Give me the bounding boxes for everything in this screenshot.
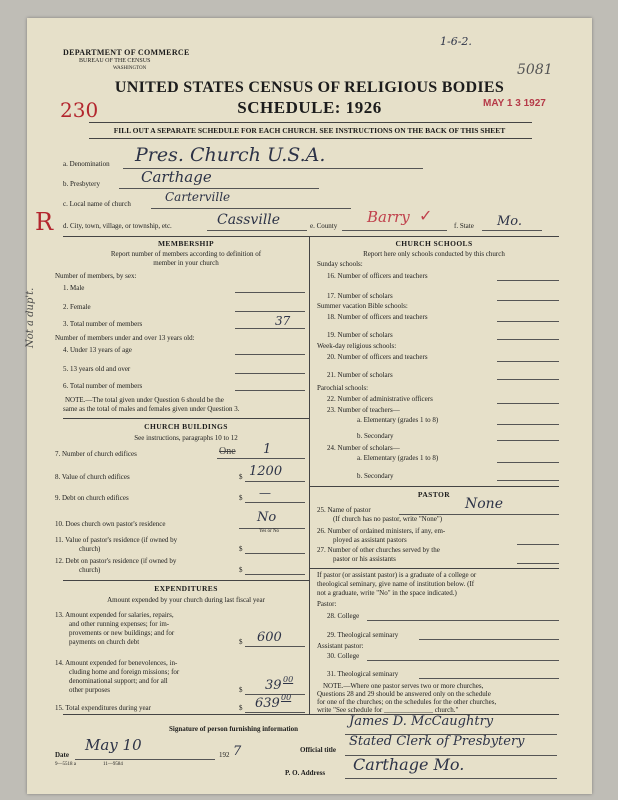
q3-line bbox=[235, 328, 305, 329]
q14-cents[interactable]: 00 bbox=[283, 675, 294, 684]
q20-line[interactable] bbox=[497, 361, 559, 362]
header-rule-bottom bbox=[89, 138, 532, 139]
parochial-schools-label: Parochial schools: bbox=[317, 384, 369, 392]
county-check-mark: ✓ bbox=[419, 208, 433, 225]
city-value[interactable]: Cassville bbox=[217, 212, 281, 228]
city-label: WASHINGTON bbox=[113, 66, 147, 71]
q25-label: 25. Name of pastor bbox=[317, 506, 371, 514]
q17-label: 17. Number of scholars bbox=[327, 292, 393, 300]
q9-value[interactable]: — bbox=[259, 486, 271, 500]
census-schedule-sheet bbox=[27, 18, 592, 794]
q8-dollar: $ bbox=[239, 473, 243, 481]
pastor-note-3: for one of the churches; on the schedules for the other churches, bbox=[317, 698, 497, 706]
pastor-note-4: write "See schedule for ______________ church." bbox=[317, 706, 459, 714]
q12-dollar: $ bbox=[239, 566, 243, 574]
local-name-label: c. Local name of church bbox=[63, 200, 131, 208]
q28-line[interactable] bbox=[367, 620, 559, 621]
signature-label: Signature of person furnishing information bbox=[169, 725, 298, 733]
membership-note-1: NOTE.—The total given under Question 6 should be the bbox=[65, 396, 224, 404]
q14-text-line-4: other purposes bbox=[69, 686, 111, 694]
q26-label-2: ployed as assistant pastors bbox=[333, 536, 407, 544]
q24a-line[interactable] bbox=[497, 462, 559, 463]
expenditures-sub: Amount expended by your church during last fiscal year bbox=[107, 596, 265, 604]
q13-text-line-4: payments on church debt bbox=[69, 638, 140, 646]
q15-dollar: $ bbox=[239, 704, 243, 712]
pastor-note-1: NOTE.—Where one pastor serves two or more churches, bbox=[323, 682, 484, 690]
year-prefix: 192 bbox=[219, 751, 230, 759]
q27-label-2: pastor or his assistants bbox=[333, 555, 396, 563]
q9-line bbox=[245, 502, 305, 503]
instruction-line: FILL OUT A SEPARATE SCHEDULE FOR EACH CHURCH. SEE INSTRUCTIONS ON THE BACK OF THIS SHEET bbox=[113, 126, 506, 135]
buildings-title: CHURCH BUILDINGS bbox=[144, 422, 228, 431]
q14-text-line-2: cluding home and foreign missions; for bbox=[69, 668, 180, 676]
city-line bbox=[207, 230, 307, 231]
asst-pastor-label: Assistant pastor: bbox=[317, 642, 364, 650]
graduate-note-3: not a graduate, write "No" in the space indicated.) bbox=[317, 589, 457, 597]
q14-value[interactable]: 39 bbox=[265, 678, 282, 693]
q13-text-line-1: 13. Amount expended for salaries, repairs, bbox=[55, 611, 174, 619]
main-title: UNITED STATES CENSUS OF RELIGIOUS BODIES bbox=[114, 79, 505, 96]
q26-line[interactable] bbox=[517, 544, 559, 545]
q9-debt-label: 9. Debt on church edifices bbox=[55, 494, 129, 502]
po-address-label: P. O. Address bbox=[285, 769, 326, 777]
q15-total-label: 15. Total expenditures during year bbox=[55, 704, 151, 712]
state-line bbox=[482, 230, 542, 231]
q10-residence-label: 10. Does church own pastor's residence bbox=[55, 520, 166, 528]
pastor-sub-label: Pastor: bbox=[317, 600, 337, 608]
q23a-line[interactable] bbox=[497, 424, 559, 425]
graduate-rule bbox=[309, 568, 559, 569]
q10-value[interactable]: No bbox=[257, 510, 277, 525]
q22-label: 22. Number of administrative officers bbox=[327, 395, 433, 403]
pastor-title: PASTOR bbox=[417, 490, 451, 499]
q10-hint: Yes or No bbox=[259, 529, 280, 534]
weekday-schools-label: Week-day religious schools: bbox=[317, 342, 397, 350]
graduate-note-1: If pastor (or assistant pastor) is a graduate of a college or bbox=[317, 571, 477, 579]
schedule-title: SCHEDULE: 1926 bbox=[237, 98, 382, 117]
q7-edifices-label: 7. Number of church edifices bbox=[55, 450, 137, 458]
q24b-line[interactable] bbox=[497, 480, 559, 481]
q23a-label: a. Elementary (grades 1 to 8) bbox=[357, 416, 439, 424]
q4-line[interactable] bbox=[235, 354, 305, 355]
q7-struck-text: One bbox=[219, 446, 236, 457]
q14-text-line-1: 14. Amount expended for benevolences, in- bbox=[55, 659, 178, 667]
q12-line[interactable] bbox=[245, 574, 305, 575]
q16-line[interactable] bbox=[497, 280, 559, 281]
q25-hint: (If church has no pastor, write "None") bbox=[333, 515, 443, 523]
signature-value[interactable]: James D. McCaughtry bbox=[349, 714, 494, 729]
q21-line[interactable] bbox=[497, 379, 559, 380]
q14-dollar: $ bbox=[239, 686, 243, 694]
q11-dollar: $ bbox=[239, 545, 243, 553]
q24a-label: a. Elementary (grades 1 to 8) bbox=[357, 454, 439, 462]
top-note: 1-6-2. bbox=[440, 35, 472, 48]
table-top-rule bbox=[63, 236, 559, 237]
year-value[interactable]: 7 bbox=[233, 744, 242, 759]
q2-female-label: 2. Female bbox=[63, 303, 91, 311]
q12-label-2: church) bbox=[79, 566, 101, 574]
q31-label: 31. Theological seminary bbox=[327, 670, 399, 678]
state-label: f. State bbox=[454, 222, 474, 230]
form-number: 9—5518 a bbox=[55, 762, 76, 767]
q5-over13-label: 5. 13 years old and over bbox=[63, 365, 131, 373]
q14-text-line-3: denominational support; and for all bbox=[69, 677, 168, 685]
margin-r-mark: R bbox=[35, 208, 54, 236]
q14-line bbox=[245, 694, 305, 695]
q25-value[interactable]: None bbox=[465, 496, 503, 512]
q19-label: 19. Number of scholars bbox=[327, 331, 393, 339]
q11-label-1: 11. Value of pastor's residence (if owned by bbox=[55, 536, 178, 544]
graduate-note-2: theological seminary, give name of institution below. (If bbox=[317, 580, 475, 588]
county-line bbox=[342, 230, 447, 231]
q23-label: 23. Number of teachers— bbox=[327, 406, 400, 414]
expenditures-title: EXPENDITURES bbox=[154, 584, 218, 593]
q24b-label: b. Secondary bbox=[357, 472, 394, 480]
q4-under13-label: 4. Under 13 years of age bbox=[63, 346, 132, 354]
local-name-value[interactable]: Carterville bbox=[165, 190, 231, 204]
q2-line[interactable] bbox=[235, 311, 305, 312]
official-title-label: Official title bbox=[300, 746, 336, 754]
q6-total-label: 6. Total number of members bbox=[63, 382, 143, 390]
q27-label-1: 27. Number of other churches served by the bbox=[317, 546, 440, 554]
red-number: 230 bbox=[60, 98, 99, 122]
date-line bbox=[75, 759, 215, 760]
q19-line[interactable] bbox=[497, 339, 559, 340]
q13-value[interactable]: 600 bbox=[257, 630, 282, 645]
state-value[interactable]: Mo. bbox=[497, 214, 523, 229]
summer-schools-label: Summer vacation Bible schools: bbox=[317, 302, 408, 310]
received-date-stamp: MAY 1 3 1927 bbox=[483, 98, 546, 109]
q8-line bbox=[245, 481, 305, 482]
q13-dollar: $ bbox=[239, 638, 243, 646]
expenditures-rule bbox=[63, 580, 309, 581]
denomination-label: a. Denomination bbox=[63, 160, 110, 168]
q8-value-label: 8. Value of church edifices bbox=[55, 473, 130, 481]
q5-line[interactable] bbox=[235, 373, 305, 374]
q1-line[interactable] bbox=[235, 292, 305, 293]
margin-note: Not a dup't. bbox=[25, 287, 36, 348]
local-name-line bbox=[151, 208, 351, 209]
under-over-label: Number of members under and over 13 years old: bbox=[55, 334, 195, 342]
q8-value[interactable]: 1200 bbox=[249, 464, 283, 479]
q7-value[interactable]: 1 bbox=[263, 442, 272, 457]
q15-cents[interactable]: 00 bbox=[281, 693, 292, 702]
schools-sub: Report here only schools conducted by this church bbox=[363, 250, 505, 258]
official-title-value[interactable]: Stated Clerk of Presbytery bbox=[349, 734, 525, 749]
q7-line bbox=[217, 458, 305, 459]
q30-label: 30. College bbox=[327, 652, 360, 660]
form-number-2: 11—9584 bbox=[103, 762, 123, 767]
membership-title: MEMBERSHIP bbox=[157, 239, 215, 248]
q23b-label: b. Secondary bbox=[357, 432, 394, 440]
county-value[interactable]: Barry bbox=[367, 208, 410, 226]
q20-label: 20. Number of officers and teachers bbox=[327, 353, 428, 361]
q13-text-line-3: provements or new buildings; and for bbox=[69, 629, 175, 637]
po-address-value[interactable]: Carthage Mo. bbox=[353, 755, 465, 774]
q13-line bbox=[245, 646, 305, 647]
membership-note-2: same as the total of males and females given under Question 3. bbox=[63, 405, 240, 413]
denomination-value[interactable]: Pres. Church U.S.A. bbox=[135, 144, 326, 166]
q11-line[interactable] bbox=[245, 553, 305, 554]
q16-label: 16. Number of officers and teachers bbox=[327, 272, 428, 280]
pastor-rule bbox=[309, 486, 559, 487]
header-rule-top bbox=[89, 122, 532, 123]
q13-text-line-2: and other running expenses; for im- bbox=[69, 620, 170, 628]
column-divider bbox=[309, 236, 310, 714]
q27-line[interactable] bbox=[517, 563, 559, 564]
presbytery-line bbox=[119, 188, 319, 189]
presbytery-label: b. Presbytery bbox=[63, 180, 100, 188]
q15-value[interactable]: 639 bbox=[255, 696, 280, 711]
q11-label-2: church) bbox=[79, 545, 101, 553]
membership-intro-1: Report number of members according to definition of bbox=[110, 250, 262, 258]
q30-line[interactable] bbox=[367, 660, 559, 661]
q17-line[interactable] bbox=[497, 300, 559, 301]
department-label: DEPARTMENT OF COMMERCE bbox=[63, 48, 190, 57]
county-label: e. County bbox=[310, 222, 338, 230]
q29-label: 29. Theological seminary bbox=[327, 631, 399, 639]
q18-line[interactable] bbox=[497, 321, 559, 322]
sunday-schools-label: Sunday schools: bbox=[317, 260, 363, 268]
q24-label: 24. Number of scholars— bbox=[327, 444, 400, 452]
q31-line[interactable] bbox=[419, 678, 559, 679]
q29-line[interactable] bbox=[419, 639, 559, 640]
schools-title: CHURCH SCHOOLS bbox=[395, 239, 473, 248]
q23b-line[interactable] bbox=[497, 440, 559, 441]
q6-line[interactable] bbox=[235, 390, 305, 391]
buildings-sub: See instructions, paragraphs 10 to 12 bbox=[134, 434, 238, 442]
q3-total-value[interactable]: 37 bbox=[275, 314, 291, 328]
q18-label: 18. Number of officers and teachers bbox=[327, 313, 428, 321]
date-label: Date bbox=[55, 751, 69, 759]
q9-dollar: $ bbox=[239, 494, 243, 502]
membership-intro-2: member in your church bbox=[153, 259, 219, 267]
q15-line bbox=[245, 712, 305, 713]
q28-label: 28. College bbox=[327, 612, 360, 620]
bureau-label: BUREAU OF THE CENSUS bbox=[79, 58, 151, 64]
q21-label: 21. Number of scholars bbox=[327, 371, 393, 379]
q1-male-label: 1. Male bbox=[63, 284, 85, 292]
members-by-sex-label: Number of members, by sex: bbox=[55, 272, 137, 280]
po-address-line bbox=[345, 778, 557, 779]
pastor-note-2: Questions 28 and 29 should be answered only on the schedule bbox=[317, 690, 491, 698]
buildings-rule bbox=[63, 418, 309, 419]
presbytery-value[interactable]: Carthage bbox=[141, 168, 212, 186]
date-value[interactable]: May 10 bbox=[85, 736, 142, 754]
q3-total-label: 3. Total number of members bbox=[63, 320, 143, 328]
city-town-label: d. City, town, village, or township, etc. bbox=[63, 222, 172, 230]
q12-label-1: 12. Debt on pastor's residence (if owned by bbox=[55, 557, 177, 565]
schedule-number: 5081 bbox=[517, 62, 553, 78]
q26-label-1: 26. Number of ordained ministers, if any, em- bbox=[317, 527, 446, 535]
q22-line[interactable] bbox=[497, 403, 559, 404]
